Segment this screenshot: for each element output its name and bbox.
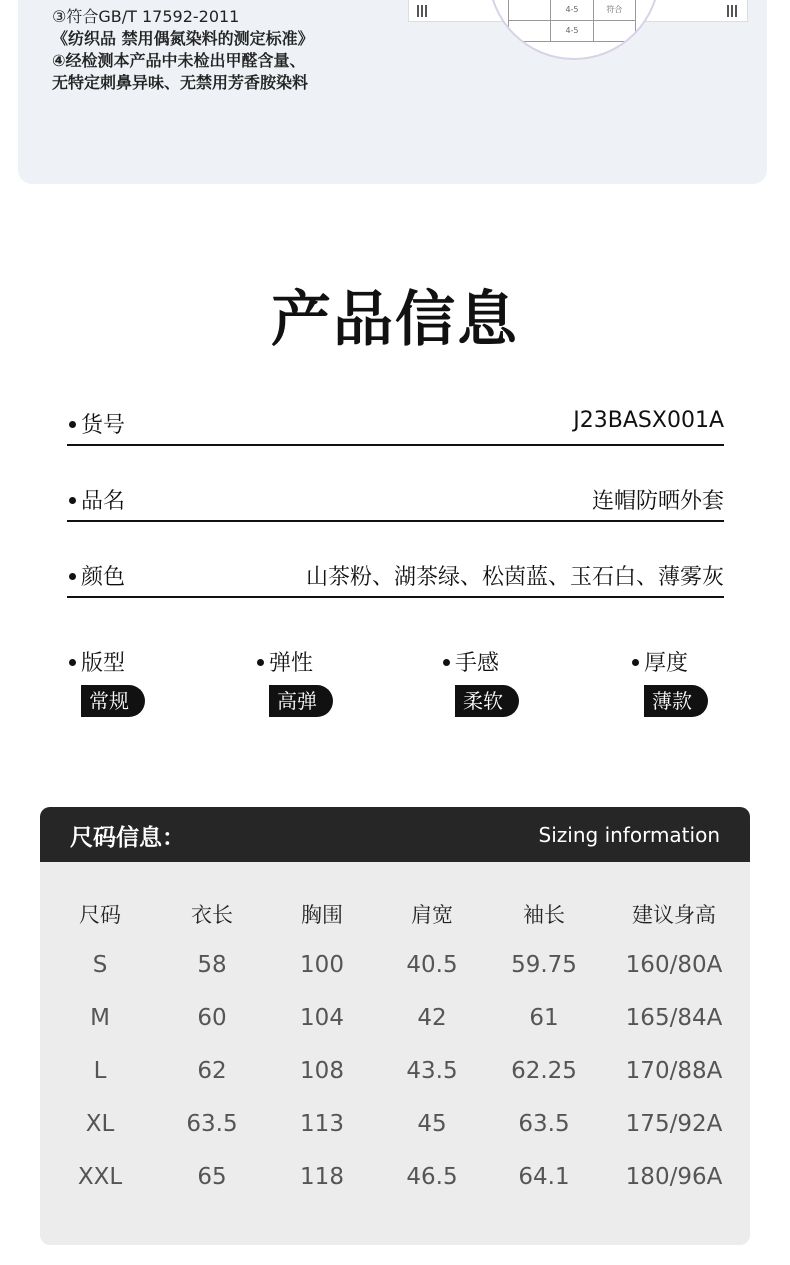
attribute-label: 版型 [81,651,126,676]
attribute-label: 手感 [455,651,500,676]
column-header: 肩宽 [411,903,453,927]
qr-code-icon [417,5,429,17]
table-cell: 40.5 [406,952,458,978]
sizing-table [40,807,750,1245]
column-header: 袖长 [523,903,565,927]
table-cell: 108 [300,1058,344,1084]
magnified-cell: 4-5 [551,0,593,20]
attribute-fit [69,646,145,717]
attribute-thickness [632,646,708,717]
magnified-row [508,0,636,21]
table-cell: 46.5 [406,1164,458,1190]
table-cell: 60 [197,1005,227,1031]
standard-line: ④经检测本产品中未检出甲醛含量、 [52,51,306,70]
standard-line: ③符合GB/T 17592-2011 [52,7,240,26]
attribute-tag: 常规 [81,685,145,717]
info-label: 货号 [81,413,126,438]
attribute-label: 弹性 [269,651,314,676]
table-cell: 62 [197,1058,227,1084]
attribute-tag: 高弹 [269,685,333,717]
info-row-colors [67,556,724,598]
magnified-cell: 符合 [594,0,636,20]
sizing-header [40,807,750,862]
table-cell: 64.1 [518,1164,570,1190]
table-cell: XL [85,1111,115,1137]
test-standard-text [52,6,314,94]
column-header: 胸围 [301,903,343,927]
bullet-icon [443,659,450,666]
attribute-tag: 柔软 [455,685,519,717]
column-header: 尺码 [79,903,121,927]
attribute-hand-feel [443,646,519,717]
qr-code-icon [727,5,739,17]
column-header: 衣长 [191,903,233,927]
table-cell: 58 [197,952,227,978]
standard-line: 《纺织品 禁用偶氮染料的测定标准》 [52,29,314,48]
table-cell: 165/84A [625,1005,723,1031]
attribute-label: 厚度 [644,651,689,676]
info-label: 颜色 [81,565,126,590]
info-label: 品名 [81,489,126,514]
standard-line: 无特定刺鼻异味、无禁用芳香胺染料 [52,73,309,92]
bullet-icon [69,573,76,580]
bullet-icon [69,421,76,428]
info-row-item-no [67,404,724,446]
sizing-title-en: Sizing information [538,823,720,847]
table-cell: 43.5 [406,1058,458,1084]
table-cell: L [93,1058,107,1084]
table-cell: 100 [300,952,344,978]
attribute-tag: 薄款 [644,685,708,717]
bullet-icon [632,659,639,666]
table-cell: M [90,1005,110,1031]
magnified-table [508,0,636,42]
table-cell: 62.25 [511,1058,577,1084]
table-cell: 104 [300,1005,344,1031]
info-value: J23BASX001A [573,408,724,433]
info-value: 连帽防晒外套 [591,489,724,514]
table-cell: 160/80A [625,952,723,978]
table-cell: 113 [300,1111,344,1137]
table-cell: S [92,952,108,978]
info-value: 山茶粉、湖茶绿、松茵蓝、玉石白、薄雾灰 [305,565,724,590]
bullet-icon [69,497,76,504]
table-cell: 180/96A [625,1164,723,1190]
table-cell: 59.75 [511,952,577,978]
magnified-cell: 4-5 [551,21,593,41]
table-cell: 45 [417,1111,447,1137]
info-row-product-name [67,480,724,522]
magnified-row [508,21,636,42]
product-info-title: 产品信息 [271,285,519,355]
table-cell: 118 [300,1164,344,1190]
table-cell: XXL [77,1164,123,1190]
bullet-icon [257,659,264,666]
table-cell: 42 [417,1005,447,1031]
attribute-elasticity [257,646,333,717]
table-cell: 63.5 [518,1111,570,1137]
table-cell: 170/88A [625,1058,723,1084]
table-cell: 61 [529,1005,559,1031]
table-cell: 175/92A [625,1111,723,1137]
bullet-icon [69,659,76,666]
table-cell: 65 [197,1164,227,1190]
column-header: 建议身高 [632,903,716,927]
sizing-title: 尺码信息： [70,825,185,851]
table-cell: 63.5 [186,1111,238,1137]
